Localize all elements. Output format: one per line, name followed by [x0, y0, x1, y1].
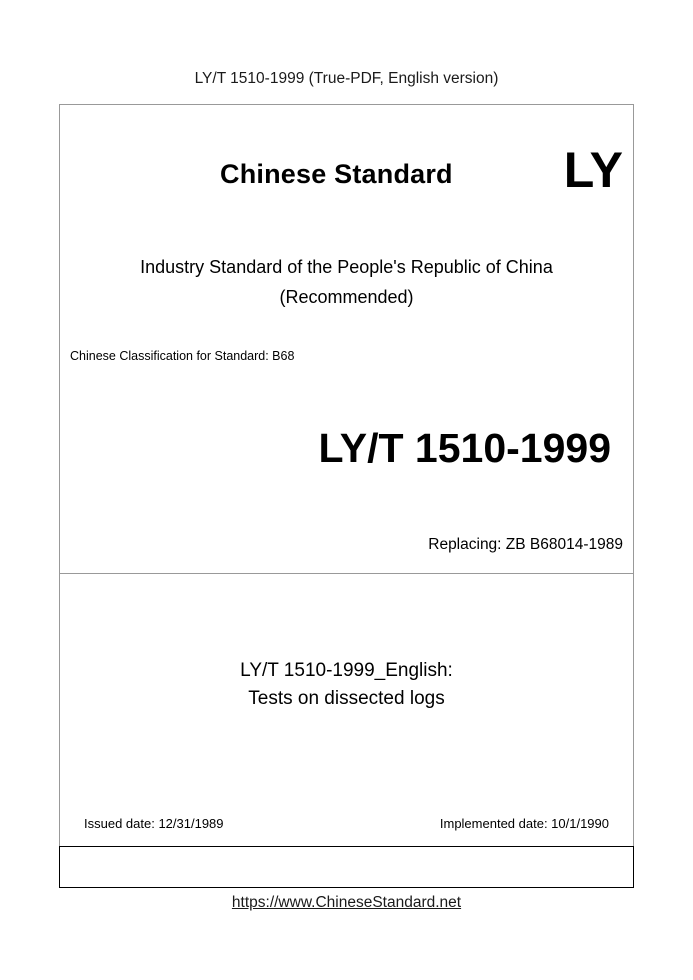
document-title-line-1: LY/T 1510-1999_English: [240, 660, 453, 681]
classification-line: Chinese Classification for Standard: B68 [70, 349, 295, 363]
issued-date: Issued date: 12/31/1989 [84, 816, 224, 831]
industry-standard-line: Industry Standard of the People's Republic of China [140, 257, 553, 277]
replacing-line: Replacing: ZB B68014-1989 [428, 536, 623, 553]
cover-section [59, 104, 634, 574]
standard-number: LY/T 1510-1999 [318, 425, 611, 471]
implemented-date: Implemented date: 10/1/1990 [439, 816, 609, 831]
site-link[interactable]: https://www.ChineseStandard.net [231, 894, 462, 911]
page-header: LY/T 1510-1999 (True-PDF, English version) [194, 70, 499, 87]
recommended-line: (Recommended) [279, 287, 414, 307]
document-title-line-2: Tests on dissected logs [248, 688, 445, 709]
footer-box [59, 846, 634, 888]
site-link-container [0, 894, 693, 912]
brand-title: Chinese Standard [220, 159, 453, 189]
document-info-section [59, 574, 634, 846]
brand-code: LY [563, 142, 623, 198]
